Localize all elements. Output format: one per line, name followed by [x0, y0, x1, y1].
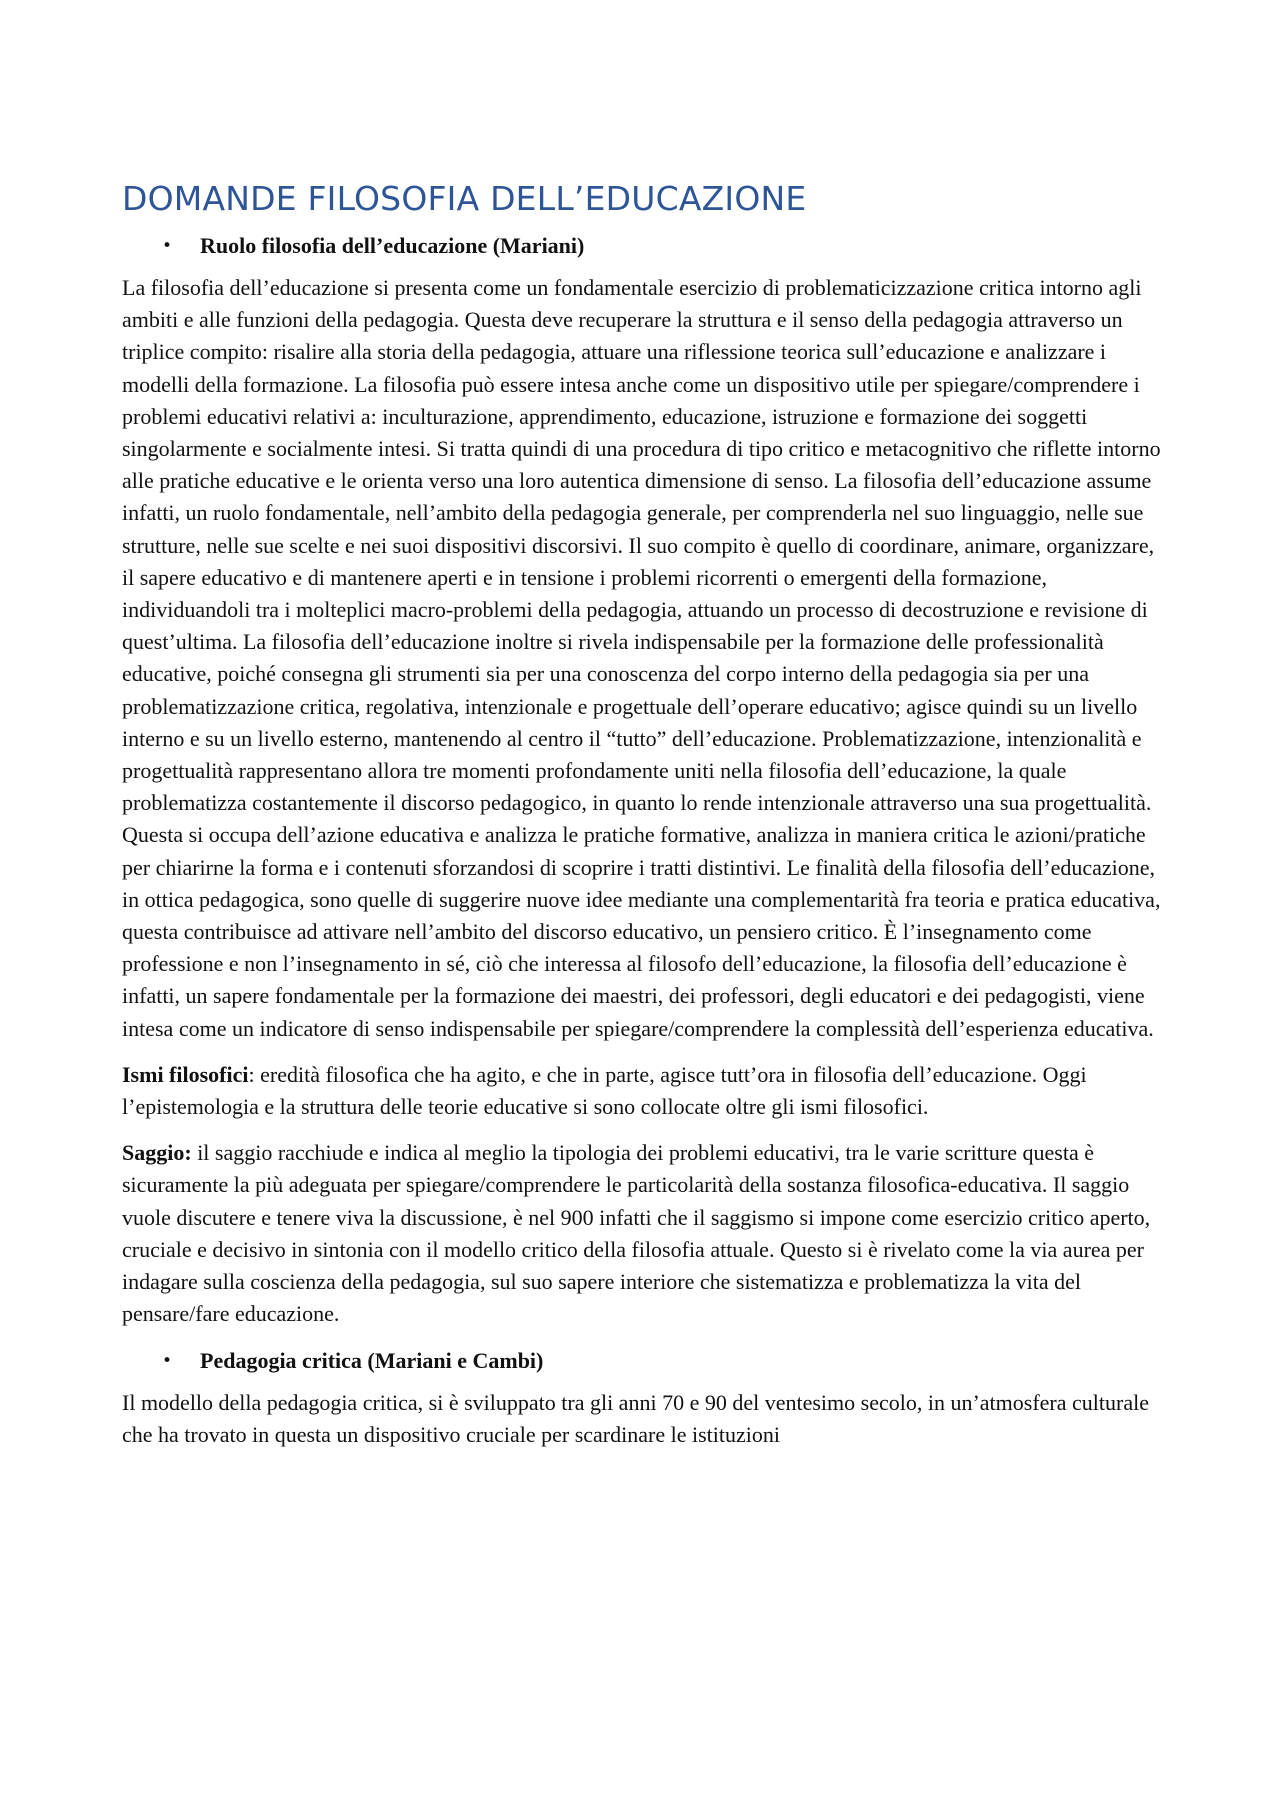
section-paragraph-pedagogia-critica: Il modello della pedagogia critica, si è sviluppato tra gli anni 70 e 90 del ventesimo secolo, in un’atmosfera culturale che ha trovato in questa un dispositivo cruciale per scardinare le istituzioni [122, 1389, 1149, 1447]
section-heading-label: Pedagogia critica (Mariani e Cambi) [200, 1347, 544, 1373]
bullet-icon: • [162, 1350, 173, 1371]
document-content [122, 176, 1167, 1465]
definition-text: : eredità filosofica che ha agito, e che in parte, agisce tutt’ora in filosofia dell’educazione. Oggi l’epistemologia e la struttura delle teorie educative si sono collocate oltre gli ismi filosofici. [122, 1061, 1087, 1120]
section-heading-ruolo [122, 230, 1167, 262]
definition-saggio [122, 1137, 1167, 1330]
definition-ismi-filosofici [122, 1059, 1167, 1123]
section-heading-pedagogia-critica [122, 1345, 1167, 1377]
definition-term: Saggio: [122, 1140, 192, 1166]
bullet-icon: • [162, 236, 173, 256]
definition-term: Ismi filosofici [122, 1061, 249, 1087]
definition-text: il saggio racchiude e indica al meglio la tipologia dei problemi educativi, tra le varie scritture questa è sicuramente la più adeguata per spiegare/comprendere le particolarità della sostanza filosofica-educativa. Il saggio vuole discutere e tenere viva la discussione, è nel 900 infatti che il saggismo si impone come esercizio critico aperto, cruciale e decisivo in sintonia con il modello critico della filosofia attuale. Questo si è rivelato come la via aurea per indagare sulla coscienza della pedagogia, sul suo sapere interiore che sistematizza e problematizza la vita del pensare/fare educazione. [122, 1140, 1151, 1327]
section-heading-label: Ruolo filosofia dell’educazione (Mariani) [200, 233, 585, 258]
section-paragraph-ruolo: La filosofia dell’educazione si presenta come un fondamentale esercizio di problematicizzazione critica intorno agli ambiti e alle funzioni della pedagogia. Questa deve recuperare la struttura e il senso della pedagogia attraverso un triplice compito: risalire alla storia della pedagogia, attuare una riflessione teorica sull’educazione e analizzare i modelli della formazione. La filosofia può essere intesa anche come un dispositivo utile per spiegare/comprendere i problemi educativi relativi a: inculturazione, apprendimento, educazione, istruzione e formazione dei soggetti singolarmente e socialmente intesi. Si tratta quindi di una procedura di tipo critico e metacognitivo che riflette intorno alle pratiche educative e le orienta verso una loro autentica dimensione di senso. La filosofia dell’educazione assume infatti, un ruolo fondamentale, nell’ambito della pedagogia generale, per comprenderla nel suo linguaggio, nelle sue strutture, nelle sue scelte e nei suoi dispositivi discorsivi. Il suo compito è quello di coordinare, animare, organizzare, il sapere educativo e di mantenere aperti e in tensione i problemi ricorrenti o emergenti della formazione, individuandoli tra i molteplici macro-problemi della pedagogia, attuando un processo di decostruzione e revisione di quest’ultima. La filosofia dell’educazione inoltre si rivela indispensabile per la formazione delle professionalità educative, poiché consegna gli strumenti sia per una conoscenza del corpo interno della pedagogia sia per una problematizzazione critica, regolativa, intenzionale e progettuale dell’operare educativo; agisce quindi su un livello interno e su un livello esterno, mantenendo al centro il “tutto” dell’educazione. Problematizzazione, intenzionalità e progettualità rappresentano allora tre momenti profondamente uniti nella filosofia dell’educazione, la quale problematizza costantemente il discorso pedagogico, in quanto lo rende intenzionale attraverso una sua progettualità. Questa si occupa dell’azione educativa e analizza le pratiche formative, analizza in maniera critica le azioni/pratiche per chiarirne la forma e i contenuti sforzandosi di scoprire i tratti distintivi. Le finalità della filosofia dell’educazione, in ottica pedagogica, sono quelle di suggerire nuove idee mediante una complementarità fra teoria e pratica educativa, questa contribuisce ad attivare nell’ambito del discorso educativo, un pensiero critico. È l’insegnamento come professione e non l’insegnamento in sé, ciò che interessa al filosofo dell’educazione, la filosofia dell’educazione è infatti, un sapere fondamentale per la formazione dei maestri, dei professori, degli educatori e dei pedagogisti, viene intesa come un indicatore di senso indispensabile per spiegare/comprendere la complessità dell’esperienza educativa. [122, 275, 1161, 1041]
document-title: DOMANDE FILOSOFIA DELL’EDUCAZIONE [122, 179, 807, 218]
